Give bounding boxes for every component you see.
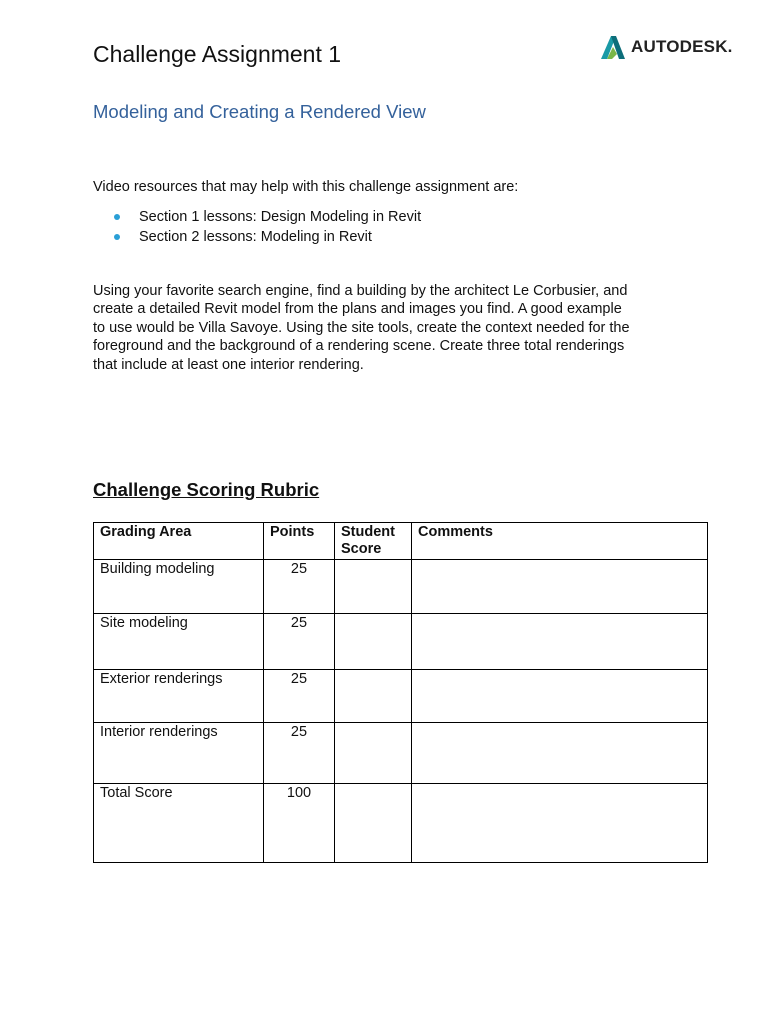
- bullet-dot-icon: [114, 234, 120, 240]
- list-item-label: Section 1 lessons: Design Modeling in Revit: [139, 209, 422, 225]
- cell-comments: [412, 614, 708, 670]
- cell-grading-area: Interior renderings: [94, 723, 264, 784]
- table-row: [94, 723, 708, 784]
- cell-points: 25: [264, 670, 335, 723]
- cell-grading-area: Site modeling: [94, 614, 264, 670]
- cell-grading-area: Total Score: [94, 784, 264, 863]
- cell-points: 100: [264, 784, 335, 863]
- table-row: [94, 670, 708, 723]
- table-header-row: [94, 523, 708, 560]
- table-row: [94, 784, 708, 863]
- cell-comments: [412, 670, 708, 723]
- rubric-heading: Challenge Scoring Rubric: [93, 479, 320, 500]
- table-row: [94, 560, 708, 614]
- cell-comments: [412, 560, 708, 614]
- column-header-comments: Comments: [412, 523, 708, 560]
- section-subtitle: Modeling and Creating a Rendered View: [93, 101, 426, 122]
- cell-comments: [412, 784, 708, 863]
- table-row: [94, 614, 708, 670]
- paragraph-line: to use would be Villa Savoye. Using the site tools, create the context needed for the: [93, 319, 630, 336]
- cell-student-score: [335, 670, 412, 723]
- paragraph-line: that include at least one interior rendering.: [93, 356, 364, 373]
- cell-points: 25: [264, 614, 335, 670]
- cell-points: 25: [264, 560, 335, 614]
- cell-grading-area: Exterior renderings: [94, 670, 264, 723]
- column-header-points: Points: [264, 523, 335, 560]
- paragraph-line: create a detailed Revit model from the plans and images you find. A good example: [93, 301, 622, 318]
- assignment-paragraph: [93, 282, 693, 374]
- cell-student-score: [335, 723, 412, 784]
- autodesk-logo: [600, 34, 733, 60]
- bullet-dot-icon: [114, 214, 120, 220]
- intro-text: Video resources that may help with this challenge assignment are:: [93, 179, 519, 195]
- paragraph-line: Using your favorite search engine, find a building by the architect Le Corbusier, and: [93, 283, 628, 299]
- column-header-grading-area: Grading Area: [94, 523, 264, 560]
- page-title: Challenge Assignment 1: [93, 41, 342, 67]
- cell-points: 25: [264, 723, 335, 784]
- cell-grading-area: Building modeling: [94, 560, 264, 614]
- list-item-label: Section 2 lessons: Modeling in Revit: [139, 229, 372, 245]
- cell-comments: [412, 723, 708, 784]
- list-item: [114, 207, 421, 227]
- resource-list: [114, 207, 421, 247]
- cell-student-score: [335, 784, 412, 863]
- autodesk-logo-text: AUTODESK.: [631, 37, 733, 56]
- cell-student-score: [335, 560, 412, 614]
- rubric-table: [93, 522, 708, 863]
- list-item: [114, 227, 421, 247]
- paragraph-line: foreground and the background of a rendering scene. Create three total renderings: [93, 338, 625, 355]
- autodesk-logo-icon: [600, 34, 626, 60]
- cell-student-score: [335, 614, 412, 670]
- column-header-student-score: Student Score: [335, 523, 412, 560]
